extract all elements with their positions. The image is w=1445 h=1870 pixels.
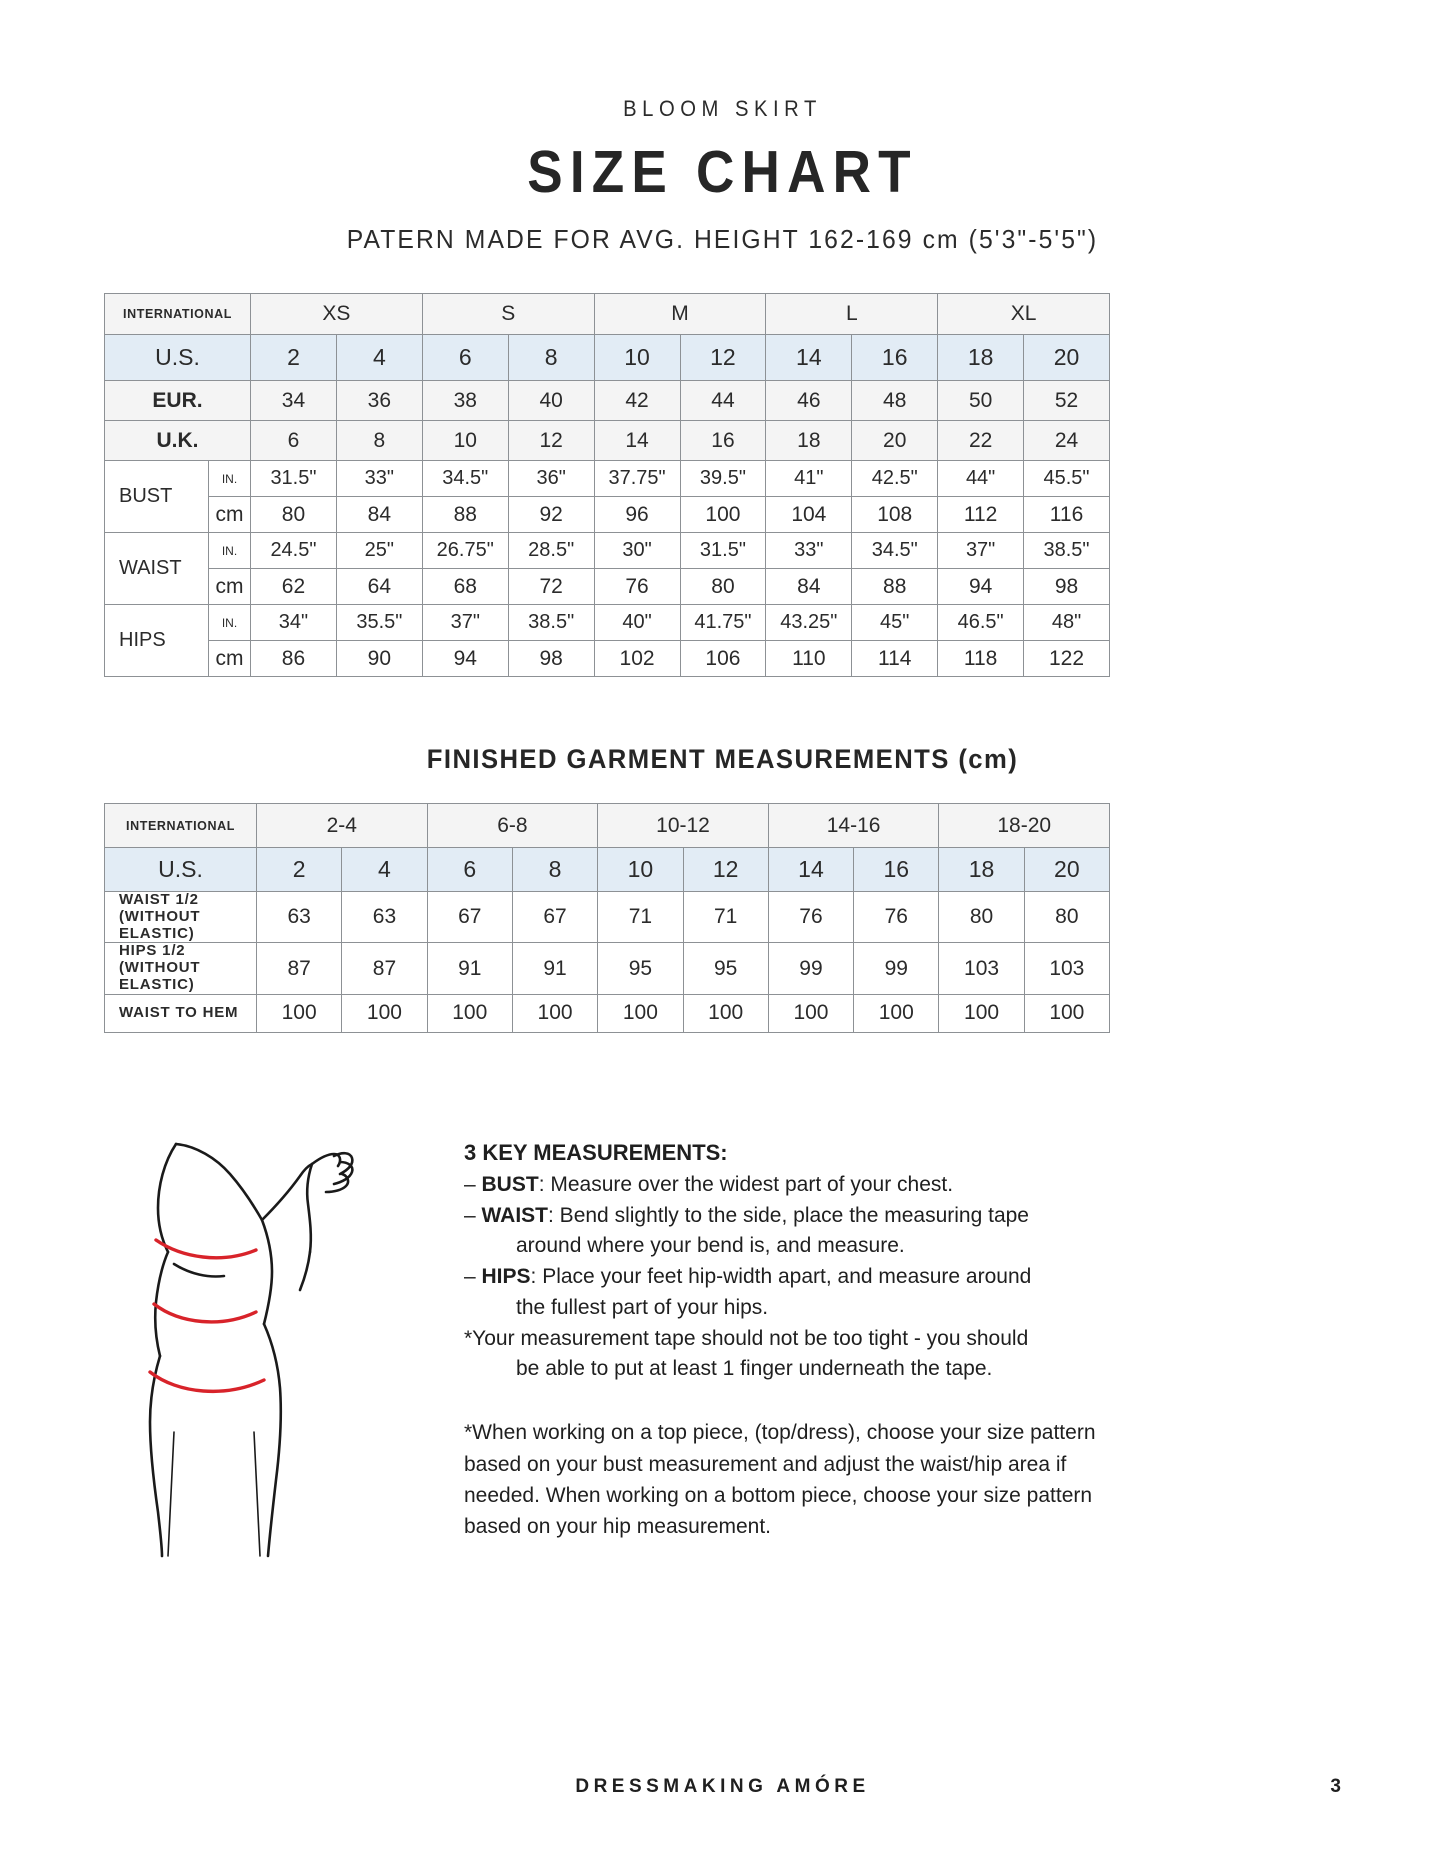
data-cell: 2 <box>257 848 342 892</box>
data-cell: 64 <box>336 569 422 605</box>
table-row <box>105 461 1110 497</box>
data-cell: 114 <box>852 641 938 677</box>
measurement-row-label <box>105 994 257 1032</box>
data-cell: 10 <box>594 335 680 381</box>
data-cell: 88 <box>422 497 508 533</box>
data-cell: 24 <box>1024 421 1110 461</box>
data-cell: 95 <box>598 943 683 994</box>
data-cell: 14 <box>766 335 852 381</box>
data-cell: 80 <box>251 497 337 533</box>
unit-inches: IN. <box>209 461 251 497</box>
data-cell: 14 <box>768 848 853 892</box>
data-cell: 87 <box>257 943 342 994</box>
data-cell: 42.5" <box>852 461 938 497</box>
data-cell: 36 <box>336 381 422 421</box>
data-cell: 100 <box>680 497 766 533</box>
data-cell: 42 <box>594 381 680 421</box>
table-row-international <box>105 804 1110 848</box>
instruction-item-continuation: the fullest part of your hips. <box>516 1296 769 1320</box>
data-cell: 34.5" <box>422 461 508 497</box>
row-label-cell: EUR. <box>105 381 251 421</box>
data-cell: 94 <box>938 569 1024 605</box>
brand-name: DRESSMAKING AMÓRE <box>575 1776 870 1797</box>
data-cell: 48 <box>852 381 938 421</box>
intl-group-14-16: 14-16 <box>768 804 939 848</box>
data-cell: 4 <box>342 848 427 892</box>
data-cell: 34 <box>251 381 337 421</box>
group-label-waist: WAIST <box>105 533 209 605</box>
data-cell: 12 <box>508 421 594 461</box>
hips-tape <box>150 1372 264 1391</box>
unit-cm: cm <box>209 569 251 605</box>
measurement-label-line-2: (WITHOUT ELASTIC) <box>119 959 201 993</box>
data-cell: 84 <box>336 497 422 533</box>
data-cell: 10 <box>422 421 508 461</box>
measurement-term: BUST <box>481 1172 539 1196</box>
data-cell: 63 <box>342 892 427 943</box>
data-cell: 100 <box>342 994 427 1032</box>
data-cell: 18 <box>766 421 852 461</box>
table-row <box>105 335 1110 381</box>
waist-tape <box>154 1304 256 1322</box>
bullet-dash: – <box>464 1203 482 1227</box>
data-cell: 98 <box>508 641 594 677</box>
data-cell: 24.5" <box>251 533 337 569</box>
data-cell: 38 <box>422 381 508 421</box>
data-cell: 41.75" <box>680 605 766 641</box>
data-cell: 44 <box>680 381 766 421</box>
data-cell: 100 <box>598 994 683 1032</box>
data-cell: 86 <box>251 641 337 677</box>
page-number: 3 <box>1330 1776 1341 1797</box>
intl-group-l: L <box>766 294 938 335</box>
data-cell: 31.5" <box>251 461 337 497</box>
data-cell: 100 <box>1024 994 1109 1032</box>
page-header <box>0 0 1445 255</box>
data-cell: 46.5" <box>938 605 1024 641</box>
body-measurements-table <box>104 293 1110 677</box>
data-cell: 50 <box>938 381 1024 421</box>
data-cell: 36" <box>508 461 594 497</box>
pattern-selection-paragraph: *When working on a top piece, (top/dress), choose your size pattern based on your bust measurement and adjust the waist/hip area if needed. When working on a bottom piece, choose your size pattern based on your hip measurement. <box>464 1421 1096 1538</box>
data-cell: 46 <box>766 381 852 421</box>
data-cell: 16 <box>854 848 939 892</box>
data-cell: 12 <box>680 335 766 381</box>
data-cell: 14 <box>594 421 680 461</box>
data-cell: 18 <box>939 848 1024 892</box>
page-subtitle: PATERN MADE FOR AVG. HEIGHT 162-169 cm (5'3"-5'5") <box>346 224 1099 254</box>
instruction-item <box>464 1170 1345 1200</box>
measurement-figure <box>104 1128 444 1567</box>
instruction-item-continuation: around where your bend is, and measure. <box>516 1234 905 1258</box>
data-cell: 94 <box>422 641 508 677</box>
data-cell: 91 <box>512 943 597 994</box>
data-cell: 100 <box>939 994 1024 1032</box>
table-row <box>105 892 1110 943</box>
table-row <box>105 641 1110 677</box>
garment-name: BLOOM SKIRT <box>623 96 822 121</box>
data-cell: 26.75" <box>422 533 508 569</box>
page-title: SIZE CHART <box>527 139 918 205</box>
unit-inches: IN. <box>209 533 251 569</box>
measurement-label-line-1: WAIST TO HEM <box>119 1003 239 1021</box>
data-cell: 37.75" <box>594 461 680 497</box>
intl-group-m: M <box>594 294 766 335</box>
data-cell: 43.25" <box>766 605 852 641</box>
unit-cm: cm <box>209 641 251 677</box>
data-cell: 118 <box>938 641 1024 677</box>
data-cell: 20 <box>1024 848 1109 892</box>
data-cell: 37" <box>422 605 508 641</box>
data-cell: 122 <box>1024 641 1110 677</box>
instructions-heading: 3 KEY MEASUREMENTS: <box>464 1139 728 1165</box>
table-row <box>105 943 1110 994</box>
data-cell: 104 <box>766 497 852 533</box>
measurement-term: HIPS <box>481 1265 531 1289</box>
data-cell: 71 <box>598 892 683 943</box>
data-cell: 71 <box>683 892 768 943</box>
data-cell: 38.5" <box>1024 533 1110 569</box>
data-cell: 48" <box>1024 605 1110 641</box>
data-cell: 100 <box>768 994 853 1032</box>
lower-section <box>0 1128 1445 1567</box>
instruction-text: : Measure over the widest part of your chest. <box>538 1172 954 1196</box>
data-cell: 68 <box>422 569 508 605</box>
table-row <box>105 533 1110 569</box>
data-cell: 34.5" <box>852 533 938 569</box>
data-cell: 22 <box>938 421 1024 461</box>
data-cell: 45.5" <box>1024 461 1110 497</box>
data-cell: 35.5" <box>336 605 422 641</box>
instruction-text: : Bend slightly to the side, place the measuring tape <box>548 1203 1029 1227</box>
data-cell: 25" <box>336 533 422 569</box>
data-cell: 98 <box>1024 569 1110 605</box>
finished-measurements-title: FINISHED GARMENT MEASUREMENTS (cm) <box>426 744 1019 774</box>
measurement-label-line-1: HIPS 1/2 <box>119 942 186 960</box>
intl-group-10-12: 10-12 <box>598 804 769 848</box>
data-cell: 80 <box>939 892 1024 943</box>
intl-label-cell: INTERNATIONAL <box>105 294 251 335</box>
row-label-cell: U.S. <box>105 335 251 381</box>
data-cell: 6 <box>427 848 512 892</box>
data-cell: 102 <box>594 641 680 677</box>
data-cell: 34" <box>251 605 337 641</box>
data-cell: 30" <box>594 533 680 569</box>
data-cell: 103 <box>1024 943 1109 994</box>
data-cell: 33" <box>336 461 422 497</box>
table-row <box>105 421 1110 461</box>
data-cell: 100 <box>512 994 597 1032</box>
intl-label-cell: INTERNATIONAL <box>105 804 257 848</box>
data-cell: 108 <box>852 497 938 533</box>
table-row <box>105 994 1110 1032</box>
tape-note-line-1: *Your measurement tape should not be too tight - you should <box>464 1326 1029 1350</box>
data-cell: 100 <box>257 994 342 1032</box>
female-torso-illustration <box>104 1132 434 1562</box>
data-cell: 67 <box>427 892 512 943</box>
data-cell: 52 <box>1024 381 1110 421</box>
data-cell: 110 <box>766 641 852 677</box>
data-cell: 45" <box>852 605 938 641</box>
data-cell: 12 <box>683 848 768 892</box>
data-cell: 103 <box>939 943 1024 994</box>
table-row <box>105 381 1110 421</box>
data-cell: 63 <box>257 892 342 943</box>
data-cell: 40" <box>594 605 680 641</box>
data-cell: 37" <box>938 533 1024 569</box>
intl-group-xs: XS <box>251 294 423 335</box>
data-cell: 106 <box>680 641 766 677</box>
data-cell: 80 <box>1024 892 1109 943</box>
data-cell: 16 <box>852 335 938 381</box>
data-cell: 39.5" <box>680 461 766 497</box>
intl-group-18-20: 18-20 <box>939 804 1110 848</box>
instruction-item <box>464 1262 1345 1292</box>
data-cell: 87 <box>342 943 427 994</box>
measurement-label-line-2: (WITHOUT ELASTIC) <box>119 907 201 942</box>
data-cell: 10 <box>598 848 683 892</box>
data-cell: 67 <box>512 892 597 943</box>
data-cell: 20 <box>852 421 938 461</box>
data-cell: 20 <box>1024 335 1110 381</box>
measurement-term: WAIST <box>481 1203 549 1227</box>
data-cell: 90 <box>336 641 422 677</box>
data-cell: 28.5" <box>508 533 594 569</box>
group-label-hips: HIPS <box>105 605 209 677</box>
data-cell: 72 <box>508 569 594 605</box>
instructions-column <box>444 1128 1345 1567</box>
data-cell: 100 <box>683 994 768 1032</box>
table-row <box>105 605 1110 641</box>
intl-group-xl: XL <box>938 294 1110 335</box>
data-cell: 8 <box>336 421 422 461</box>
data-cell: 6 <box>251 421 337 461</box>
data-cell: 18 <box>938 335 1024 381</box>
intl-group-2-4: 2-4 <box>257 804 428 848</box>
data-cell: 95 <box>683 943 768 994</box>
data-cell: 41" <box>766 461 852 497</box>
table-row-international <box>105 294 1110 335</box>
data-cell: 40 <box>508 381 594 421</box>
data-cell: 100 <box>854 994 939 1032</box>
data-cell: 92 <box>508 497 594 533</box>
data-cell: 8 <box>512 848 597 892</box>
data-cell: 116 <box>1024 497 1110 533</box>
data-cell: 76 <box>768 892 853 943</box>
group-label-bust: BUST <box>105 461 209 533</box>
data-cell: 62 <box>251 569 337 605</box>
unit-cm: cm <box>209 497 251 533</box>
page-footer <box>0 1776 1445 1798</box>
table-row <box>105 497 1110 533</box>
intl-group-6-8: 6-8 <box>427 804 598 848</box>
instruction-text: : Place your feet hip-width apart, and measure around <box>530 1265 1032 1289</box>
data-cell: 80 <box>680 569 766 605</box>
measurement-label-line-1: WAIST 1/2 <box>119 891 199 908</box>
row-label-cell: U.K. <box>105 421 251 461</box>
data-cell: 99 <box>768 943 853 994</box>
data-cell: 16 <box>680 421 766 461</box>
data-cell: 96 <box>594 497 680 533</box>
data-cell: 33" <box>766 533 852 569</box>
data-cell: 112 <box>938 497 1024 533</box>
data-cell: 44" <box>938 461 1024 497</box>
bullet-dash: – <box>464 1265 482 1289</box>
finished-garment-table <box>104 803 1110 1033</box>
table-row <box>105 569 1110 605</box>
instruction-item <box>464 1201 1345 1231</box>
tape-note-line-2: be able to put at least 1 finger underneath the tape. <box>516 1356 993 1380</box>
data-cell: 88 <box>852 569 938 605</box>
data-cell: 100 <box>427 994 512 1032</box>
data-cell: 6 <box>422 335 508 381</box>
bullet-dash: – <box>464 1172 482 1196</box>
measurement-row-label <box>105 943 257 994</box>
measurement-row-label <box>105 892 257 943</box>
data-cell: 38.5" <box>508 605 594 641</box>
data-cell: 99 <box>854 943 939 994</box>
data-cell: 2 <box>251 335 337 381</box>
unit-inches: IN. <box>209 605 251 641</box>
intl-group-s: S <box>422 294 594 335</box>
data-cell: 31.5" <box>680 533 766 569</box>
bust-tape <box>156 1240 256 1258</box>
data-cell: 84 <box>766 569 852 605</box>
data-cell: 91 <box>427 943 512 994</box>
row-label-cell: U.S. <box>105 848 257 892</box>
data-cell: 76 <box>854 892 939 943</box>
data-cell: 4 <box>336 335 422 381</box>
data-cell: 8 <box>508 335 594 381</box>
table-row <box>105 848 1110 892</box>
data-cell: 76 <box>594 569 680 605</box>
